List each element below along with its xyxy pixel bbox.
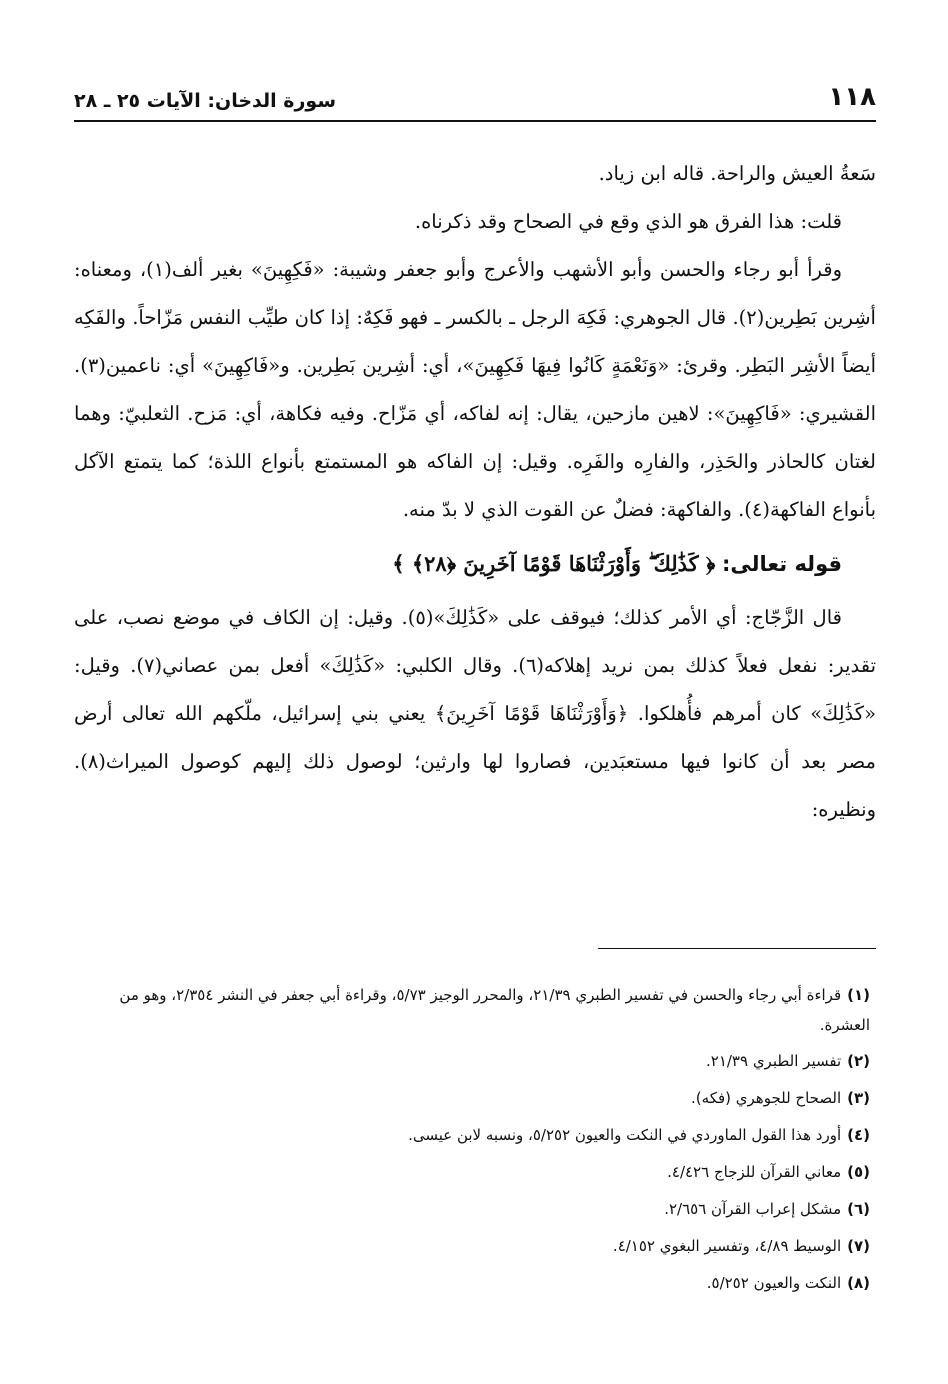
footnotes [74,980,870,1305]
main-text [74,150,876,834]
footnote: (٤)أورد هذا القول الماوردي في النكت والعيون ٥/٢٥٢، ونسبه لابن عيسى. [408,1126,870,1144]
footnote: (١)قراءة أبي رجاء والحسن في تفسير الطبري ٢١/٣٩، والمحرر الوجيز ٥/٧٣، وقراءة أبي جعفر في النشر ٢/٣٥٤، وهو من العشرة. [119,986,870,1034]
verse-heading [74,538,876,590]
footnote: (٢)تفسير الطبري ٢١/٣٩. [705,1052,870,1070]
footnote: (٥)معاني القرآن للزجاج ٤/٤٢٦. [667,1163,870,1181]
verse-intro: قوله تعالى: [721,552,842,576]
page-number: ١١٨ [828,82,876,112]
paragraph-3: وقرأ أبو رجاء والحسن وأبو الأشهب والأعرج وأبو جعفر وشيبة: «فَكِهِينَ» بغير ألف(١)، ومعناه: أشِرين بَطِرين(٢). قال الجوهري: فَكِهَ الرجل ـ بالكسر ـ فهو فَكِهٌ: إذا كان طيِّب النفس مَزّاحاً. والفَكِه أيضاً الأشِر البَطِر. وقرئ: «وَنَعْمَةٍ كَانُوا فِيهَا فَكِهِينَ»، أي: أشِرين بَطِرين. و«فَاكِهِينَ» أي: ناعمين(٣). القشيري: «فَاكِهِينَ»: لاهين مازحين، يقال: إنه لفاكه، أي مَزّاح. وفيه فكاهة، أي: مَزح. الثعلبيّ: وهما لغتان كالحاذر والحَذِر، والفارِه والفَرِه. وقيل: إن الفاكه هو المستمتع بأنواع اللذة؛ كما يتمتع الآكل بأنواع الفاكهة(٤). والفاكهة: فضلٌ عن القوت الذي لا بدّ منه. [74,258,876,521]
footnote-separator [598,948,876,949]
quran-verse: ﴿ كَذَٰلِكَ ۖ وَأَوْرَثْنَاهَا قَوْمًا آخَرِينَ ﴿٢٨﴾ ﴾ [392,551,716,576]
footnote: (٣)الصحاح للجوهري (فكه). [691,1089,870,1107]
paragraph-1: سَعةُ العيش والراحة. قاله ابن زياد. [598,162,876,185]
footnote: (٦)مشكل إعراب القرآن ٢/٦٥٦. [664,1200,870,1218]
paragraph-2: قلت: هذا الفرق هو الذي وقع في الصحاح وقد ذكرناه. [414,210,842,233]
paragraph-4: قال الزَّجّاج: أي الأمر كذلك؛ فيوقف على «كَذَٰلِكَ»(٥). وقيل: إن الكاف في موضع نصب، على تقدير: نفعل فعلاً كذلك بمن نريد إهلاكه(٦). وقال الكلبي: «كَذَٰلِكَ» أفعل بمن عصاني(٧). وقيل: «كَذَٰلِكَ» كان أمرهم فأُهلكوا. ﴿وَأَوْرَثْنَاهَا قَوْمًا آخَرِينَ﴾ يعني بني إسرائيل، ملّكهم الله تعالى أرض مصر بعد أن كانوا فيها مستعبَدين، فصاروا لها وارثين؛ لوصول ذلك إليهم كوصول الميراث(٨). ونظيره: [74,606,877,821]
footnote: (٨)النكت والعيون ٥/٢٥٢. [706,1274,870,1292]
running-title: سورة الدخان: الآيات ٢٥ ـ ٢٨ [74,90,337,112]
footnote: (٧)الوسيط ٤/٨٩، وتفسير البغوي ٤/١٥٢. [612,1237,870,1255]
page-header [74,78,876,122]
